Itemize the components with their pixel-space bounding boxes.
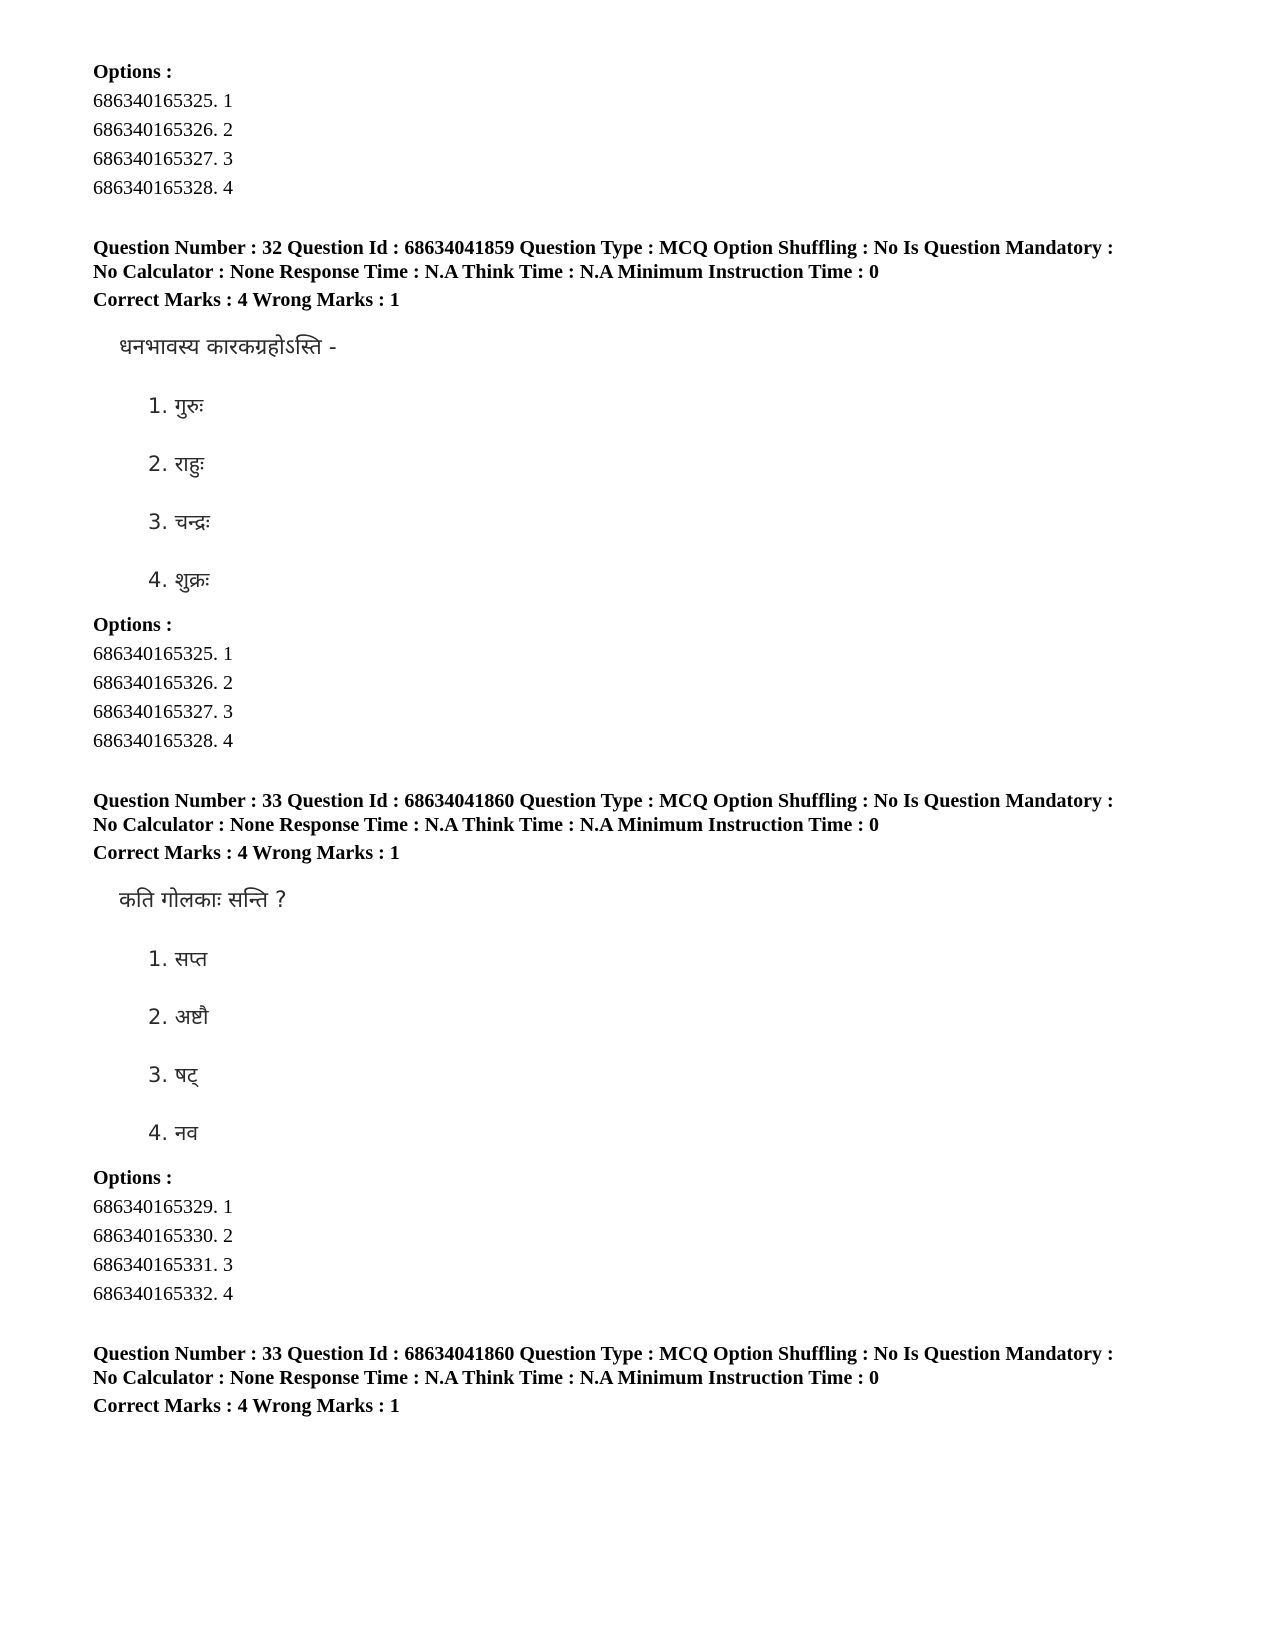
option-item: 686340165327. 3 xyxy=(93,148,233,170)
question-meta-line1: Question Number : 33 Question Id : 68634041860 Question Type : MCQ Option Shuffling : No Is Question Mandatory : xyxy=(93,790,1114,812)
options-label: Options : xyxy=(93,614,173,636)
question-marks: Correct Marks : 4 Wrong Marks : 1 xyxy=(93,289,400,311)
question-choice: 1. गुरुः xyxy=(148,394,204,418)
question-choice: 1. सप्त xyxy=(148,947,208,971)
options-label: Options : xyxy=(93,1167,173,1189)
question-choice: 3. षट् xyxy=(148,1063,198,1087)
question-meta-line2: No Calculator : None Response Time : N.A Think Time : N.A Minimum Instruction Time : 0 xyxy=(93,814,879,836)
question-33 xyxy=(93,789,1193,1309)
question-choice: 4. नव xyxy=(148,1121,199,1145)
question-meta-line1: Question Number : 33 Question Id : 68634041860 Question Type : MCQ Option Shuffling : No Is Question Mandatory : xyxy=(93,1343,1114,1365)
option-item: 686340165328. 4 xyxy=(93,730,233,752)
question-text: धनभावस्य कारकग्रहोऽस्ति - xyxy=(119,335,337,360)
option-item: 686340165325. 1 xyxy=(93,643,233,665)
option-item: 686340165327. 3 xyxy=(93,701,233,723)
question-meta-line2: No Calculator : None Response Time : N.A Think Time : N.A Minimum Instruction Time : 0 xyxy=(93,261,879,283)
question-marks: Correct Marks : 4 Wrong Marks : 1 xyxy=(93,1395,400,1417)
question-text: कति गोलकाः सन्ति ? xyxy=(119,888,287,913)
option-item: 686340165326. 2 xyxy=(93,672,233,694)
option-item: 686340165329. 1 xyxy=(93,1196,233,1218)
option-item: 686340165332. 4 xyxy=(93,1283,233,1305)
question-32 xyxy=(93,236,1193,756)
option-item: 686340165331. 3 xyxy=(93,1254,233,1276)
question-choice: 2. राहुः xyxy=(148,452,205,476)
question-choice: 3. चन्द्रः xyxy=(148,510,210,534)
question-body xyxy=(119,886,1193,1148)
question-meta-line1: Question Number : 32 Question Id : 68634041859 Question Type : MCQ Option Shuffling : No Is Question Mandatory : xyxy=(93,237,1114,259)
question-meta-line2: No Calculator : None Response Time : N.A Think Time : N.A Minimum Instruction Time : 0 xyxy=(93,1367,879,1389)
option-item: 686340165326. 2 xyxy=(93,119,233,141)
options-label: Options : xyxy=(93,61,173,83)
option-item: 686340165330. 2 xyxy=(93,1225,233,1247)
option-item: 686340165328. 4 xyxy=(93,177,233,199)
options-block-top xyxy=(93,58,1193,203)
question-body xyxy=(119,333,1193,595)
question-choice: 4. शुक्रः xyxy=(148,568,210,592)
option-item: 686340165325. 1 xyxy=(93,90,233,112)
question-choice: 2. अष्टौ xyxy=(148,1005,209,1029)
question-marks: Correct Marks : 4 Wrong Marks : 1 xyxy=(93,842,400,864)
question-header-trailing xyxy=(93,1342,1193,1421)
exam-document xyxy=(93,58,1193,1421)
